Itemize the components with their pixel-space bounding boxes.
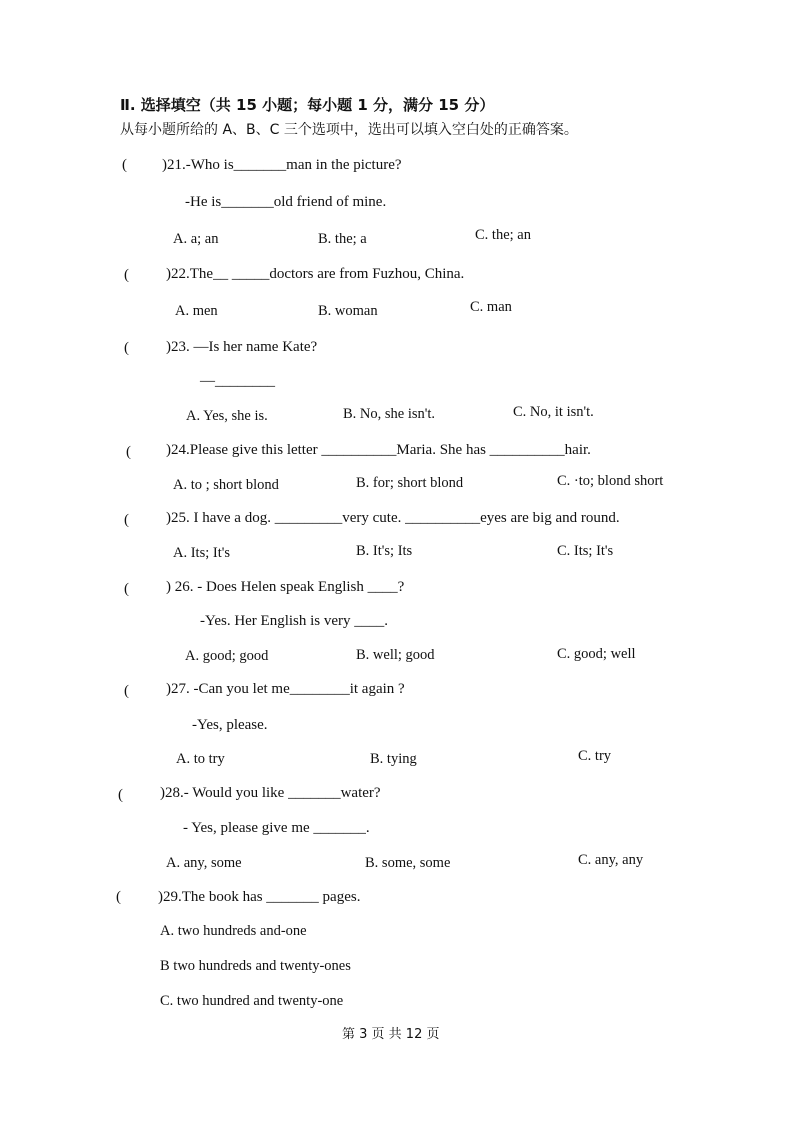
question-stem: )25. I have a dog. _________very cute. __________eyes are big and round. [166, 510, 620, 526]
question-line: -Yes, please. [192, 717, 268, 733]
question-line: -Yes. Her English is very ____. [200, 613, 389, 629]
option-a[interactable]: A. good; good [185, 648, 269, 664]
option-b[interactable]: B. some, some [365, 855, 451, 871]
answer-paren[interactable]: ( [122, 157, 127, 173]
option-c[interactable]: C. two hundred and twenty-one [160, 993, 344, 1009]
option-c[interactable]: C. No, it isn't. [513, 404, 594, 420]
answer-paren[interactable]: ( [124, 512, 129, 528]
option-c[interactable]: C. any, any [578, 852, 644, 868]
option-a[interactable]: A. any, some [166, 855, 242, 871]
answer-paren[interactable]: ( [124, 683, 129, 699]
page-footer: 第 3 页 共 12 页 [342, 1027, 440, 1042]
question-stem: ) 26. - Does Helen speak English ____? [166, 579, 405, 595]
option-c[interactable]: C. man [470, 299, 512, 315]
question-stem: )28.- Would you like _______water? [160, 785, 381, 801]
option-a[interactable]: A. men [175, 303, 218, 319]
option-b[interactable]: B. tying [370, 751, 417, 767]
option-c[interactable]: C. the; an [475, 227, 531, 243]
answer-paren[interactable]: ( [118, 787, 123, 803]
answer-paren[interactable]: ( [124, 267, 129, 283]
option-a[interactable]: A. to ; short blond [173, 477, 279, 493]
question-stem: )27. -Can you let me________it again ? [166, 681, 405, 697]
option-a[interactable]: A. Yes, she is. [186, 408, 268, 424]
option-c[interactable]: C. good; well [557, 646, 636, 662]
question-stem: )23. —Is her name Kate? [166, 339, 318, 355]
option-b[interactable]: B. for; short blond [356, 475, 464, 491]
question-stem: )29.The book has _______ pages. [158, 889, 361, 905]
answer-paren[interactable]: ( [124, 581, 129, 597]
option-a[interactable]: A. a; an [173, 231, 219, 247]
question-line: —________ [200, 373, 275, 389]
answer-paren[interactable]: ( [124, 340, 129, 356]
option-b[interactable]: B. well; good [356, 647, 435, 663]
question-stem: )21.-Who is_______man in the picture? [162, 157, 402, 173]
answer-paren[interactable]: ( [116, 889, 121, 905]
answer-paren[interactable]: ( [126, 444, 131, 460]
option-b[interactable]: B. the; a [318, 231, 367, 247]
option-b[interactable]: B. woman [318, 303, 378, 319]
option-c[interactable]: C. try [578, 748, 612, 764]
option-b[interactable]: B two hundreds and twenty-ones [160, 958, 351, 974]
option-c[interactable]: C. Its; It's [557, 543, 614, 559]
option-a[interactable]: A. two hundreds and-one [160, 923, 307, 939]
question-line: -He is_______old friend of mine. [185, 194, 387, 210]
question-line: - Yes, please give me _______. [183, 820, 370, 836]
option-c[interactable]: C. ·to; blond short [557, 473, 664, 489]
section-instruction: 从每小题所给的 A、B、C 三个选项中，选出可以填入空白处的正确答案。 [120, 122, 578, 138]
question-stem: )22.The__ _____doctors are from Fuzhou, China. [166, 266, 465, 282]
option-b[interactable]: B. No, she isn't. [343, 406, 436, 422]
question-stem: )24.Please give this letter __________Maria. She has __________hair. [166, 442, 591, 458]
option-b[interactable]: B. It's; Its [356, 543, 413, 559]
section-title: Ⅱ. 选择填空（共 15 小题；每小题 1 分，满分 15 分） [120, 96, 495, 114]
option-a[interactable]: A. Its; It's [173, 545, 230, 561]
option-a[interactable]: A. to try [176, 751, 225, 767]
